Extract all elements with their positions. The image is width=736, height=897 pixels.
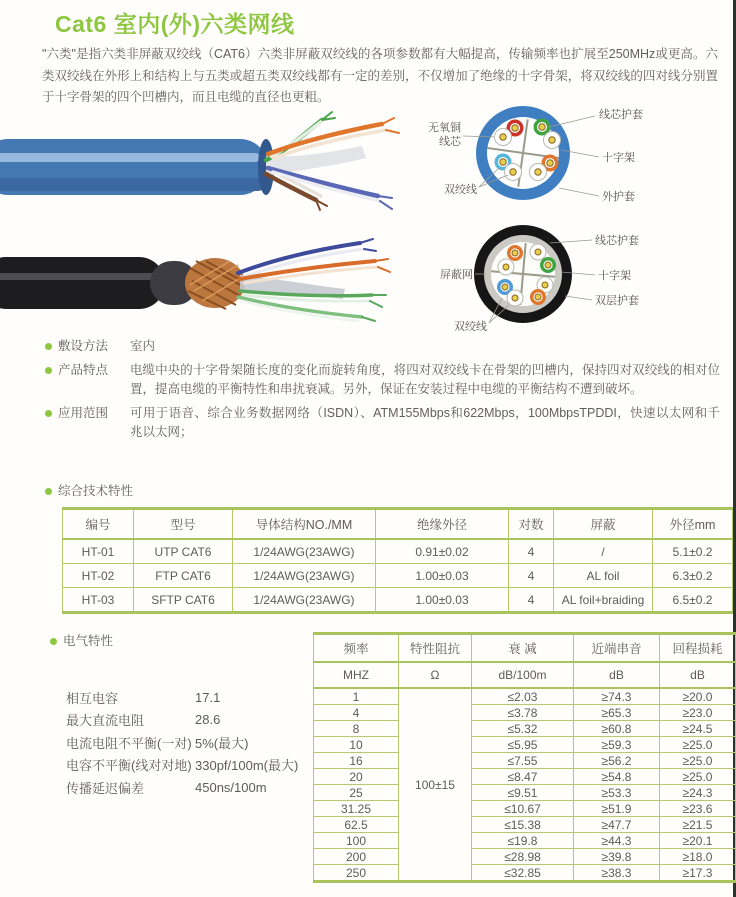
cell: ≥25.0 <box>660 769 736 785</box>
label-cross: 十字架 <box>598 270 631 282</box>
unit-cell: Ω <box>399 662 472 688</box>
spec-name: 电流电阻不平衡(一对) <box>66 735 192 751</box>
cell: ≥20.0 <box>660 688 736 705</box>
cell: HT-03 <box>63 588 134 613</box>
electrical-section-heading <box>50 632 113 652</box>
cell: 4 <box>509 539 554 564</box>
section-text: 电缆中央的十字骨架随长度的变化而旋转角度，将四对双绞线卡在骨架的凹槽内，保持四对双绞线的相对位置，提高电缆的平衡特性和串扰衰减。另外，保证在安装过程中电缆的平衡结构不遭到破坏。 <box>130 362 720 396</box>
col-header: 回程损耗 <box>660 634 736 663</box>
table-row <box>314 753 736 769</box>
section-features <box>45 361 720 400</box>
col-header: 频率 <box>314 634 399 663</box>
cell: ≥23.0 <box>660 705 736 721</box>
spec-name: 最大直流电阻 <box>66 713 145 729</box>
table-row <box>314 737 736 753</box>
impedance-cell: 100±15 <box>399 688 472 882</box>
cell: ≤15.38 <box>472 817 574 833</box>
electrical-section-label: 电气特性 <box>63 634 114 648</box>
list-item <box>66 754 316 777</box>
table-row <box>314 721 736 737</box>
table-row <box>314 705 736 721</box>
col-header: 近端串音 <box>574 634 660 663</box>
bullet-icon <box>50 638 57 645</box>
spec-value: 28.6 <box>195 712 221 728</box>
label-core-sheath: 线芯护套 <box>599 109 643 121</box>
col-header: 特性阻抗 <box>399 634 472 663</box>
cell: ≤10.67 <box>472 801 574 817</box>
cell: UTP CAT6 <box>134 539 233 564</box>
cell: ≥24.3 <box>660 785 736 801</box>
cell: ≥23.6 <box>660 801 736 817</box>
cell: ≥20.1 <box>660 833 736 849</box>
tech-section-label: 综合技术特性 <box>58 484 134 498</box>
unit-cell: dB <box>574 662 660 688</box>
cell: ≥53.3 <box>574 785 660 801</box>
list-item <box>66 731 316 754</box>
cell: 1.00±0.03 <box>376 564 509 588</box>
label-copper-core-2: 线芯 <box>439 136 461 148</box>
cell: AL foil <box>554 564 653 588</box>
table-row <box>314 865 736 882</box>
cell: / <box>554 539 653 564</box>
list-item <box>66 686 316 709</box>
cell: ≤5.32 <box>472 721 574 737</box>
cell: ≤3.78 <box>472 705 574 721</box>
cell: 10 <box>314 737 399 753</box>
cell: 6.3±0.2 <box>653 564 733 588</box>
col-header: 屏蔽 <box>554 509 653 540</box>
col-header: 导体结构NO./MM <box>233 509 376 540</box>
cell: ≥38.3 <box>574 865 660 882</box>
col-header: 衰 减 <box>472 634 574 663</box>
label-outer-sheath: 外护套 <box>602 191 635 203</box>
sftp-cable-photo <box>0 233 410 335</box>
section-label: 产品特点 <box>58 362 109 377</box>
tech-table <box>62 507 733 614</box>
tech-table-header-row <box>63 509 733 540</box>
spec-name: 相互电容 <box>66 690 119 706</box>
table-row <box>314 817 736 833</box>
spec-value: 5%(最大) <box>195 735 249 751</box>
cell: 16 <box>314 753 399 769</box>
label-twisted-pair: 双绞线 <box>454 321 487 333</box>
cell: 1/24AWG(23AWG) <box>233 588 376 613</box>
label-cross: 十字架 <box>602 152 635 164</box>
cell: ≤5.95 <box>472 737 574 753</box>
section-label: 应用范围 <box>58 405 109 420</box>
section-text: 可用于语音、综合业务数据网络（ISDN）、ATM155Mbps和622Mbps，100MbpsTPDDI，快速以太网和千兆以太网； <box>130 405 720 439</box>
table-row <box>314 801 736 817</box>
spec-value: 450ns/100m <box>195 779 267 795</box>
table-row <box>63 588 733 613</box>
col-header: 编号 <box>63 509 134 540</box>
cell: 0.91±0.02 <box>376 539 509 564</box>
cell: 100 <box>314 833 399 849</box>
cell: 1 <box>314 688 399 705</box>
cell: 8 <box>314 721 399 737</box>
label-copper-core: 无氧铜 <box>428 122 461 134</box>
copper-braid <box>185 258 246 309</box>
table-row <box>63 539 733 564</box>
utp-cross-section-diagram <box>415 100 725 218</box>
label-double-sheath: 双层护套 <box>595 295 639 307</box>
table-row <box>314 785 736 801</box>
cell: HT-01 <box>63 539 134 564</box>
unit-cell: dB/100m <box>472 662 574 688</box>
cell: ≤8.47 <box>472 769 574 785</box>
cell: 1/24AWG(23AWG) <box>233 564 376 588</box>
cell: ≤2.03 <box>472 688 574 705</box>
cell: ≤7.55 <box>472 753 574 769</box>
cell: 4 <box>509 588 554 613</box>
cell: ≥59.3 <box>574 737 660 753</box>
spec-sections <box>45 337 720 447</box>
section-installation <box>45 337 720 357</box>
cell: ≥54.8 <box>574 769 660 785</box>
section-text: 室内 <box>130 339 156 353</box>
cell: ≥21.5 <box>660 817 736 833</box>
freq-table <box>313 632 736 883</box>
cell: ≥17.3 <box>660 865 736 882</box>
list-item <box>66 709 316 732</box>
spec-name: 传播延迟偏差 <box>66 780 145 796</box>
table-row <box>314 688 736 705</box>
cell: FTP CAT6 <box>134 564 233 588</box>
bullet-icon <box>45 343 52 350</box>
cell: ≥60.8 <box>574 721 660 737</box>
cell: ≥65.3 <box>574 705 660 721</box>
col-header: 外径mm <box>653 509 733 540</box>
cell: ≤28.98 <box>472 849 574 865</box>
cell: HT-02 <box>63 564 134 588</box>
tech-section-heading <box>45 482 133 502</box>
cell: 4 <box>314 705 399 721</box>
cell: 6.5±0.2 <box>653 588 733 613</box>
cell: ≥47.7 <box>574 817 660 833</box>
bullet-icon <box>45 410 52 417</box>
spec-value: 17.1 <box>195 689 221 705</box>
section-applications <box>45 404 720 443</box>
col-header: 对数 <box>509 509 554 540</box>
cell: 250 <box>314 865 399 882</box>
cell: 31.25 <box>314 801 399 817</box>
cell: SFTP CAT6 <box>134 588 233 613</box>
section-label: 敷设方法 <box>58 339 109 353</box>
cell: 62.5 <box>314 817 399 833</box>
label-twisted-pair: 双绞线 <box>444 184 477 196</box>
cell: ≥25.0 <box>660 737 736 753</box>
table-row <box>314 769 736 785</box>
cell: 4 <box>509 564 554 588</box>
cell: AL foil+braiding <box>554 588 653 613</box>
intro-paragraph: "六类"是指六类非屏蔽双绞线（CAT6）六类非屏蔽双绞线的各项参数都有大幅提高，传输频率也扩展至250MHz或更高。六类双绞线在外形上和结构上与五类或超五类双绞线都有一定的差别，不仅增加了绝缘的十字骨架，将双绞线的四对线分别置于十字骨架的四个凹槽内，而且电缆的直径也更粗。 <box>42 47 718 104</box>
unit-cell: dB <box>660 662 736 688</box>
sftp-cross-section-diagram <box>415 218 725 340</box>
cell: 1.00±0.03 <box>376 588 509 613</box>
label-shield-mesh: 屏蔽网 <box>440 269 473 281</box>
cell: ≥39.8 <box>574 849 660 865</box>
bullet-icon <box>45 367 52 374</box>
table-row <box>63 564 733 588</box>
cell: 200 <box>314 849 399 865</box>
page-title: Cat6 室内(外)六类网线 <box>55 11 295 37</box>
table-row <box>314 849 736 865</box>
spec-value: 330pf/100m(最大) <box>195 758 299 774</box>
col-header: 型号 <box>134 509 233 540</box>
cell: 25 <box>314 785 399 801</box>
freq-table-header-row <box>314 634 736 663</box>
list-item <box>66 776 316 799</box>
cell: ≥25.0 <box>660 753 736 769</box>
cell: ≥56.2 <box>574 753 660 769</box>
col-header: 绝缘外径 <box>376 509 509 540</box>
utp-cable-photo <box>0 106 410 232</box>
freq-table-unit-row <box>314 662 736 688</box>
cell: ≤32.85 <box>472 865 574 882</box>
unit-cell: MHZ <box>314 662 399 688</box>
table-row <box>314 833 736 849</box>
cell: ≥18.0 <box>660 849 736 865</box>
spec-name: 电容不平衡(线对对地) <box>66 758 192 774</box>
cell: 20 <box>314 769 399 785</box>
label-core-sheath: 线芯护套 <box>595 235 639 247</box>
cell: ≥24.5 <box>660 721 736 737</box>
bullet-icon <box>45 488 52 495</box>
cell: ≤19.8 <box>472 833 574 849</box>
cell: 5.1±0.2 <box>653 539 733 564</box>
cell: 1/24AWG(23AWG) <box>233 539 376 564</box>
electrical-spec-list <box>66 686 316 799</box>
cell: ≥51.9 <box>574 801 660 817</box>
cell: ≥44.3 <box>574 833 660 849</box>
cell: ≥74.3 <box>574 688 660 705</box>
cell: ≤9.51 <box>472 785 574 801</box>
